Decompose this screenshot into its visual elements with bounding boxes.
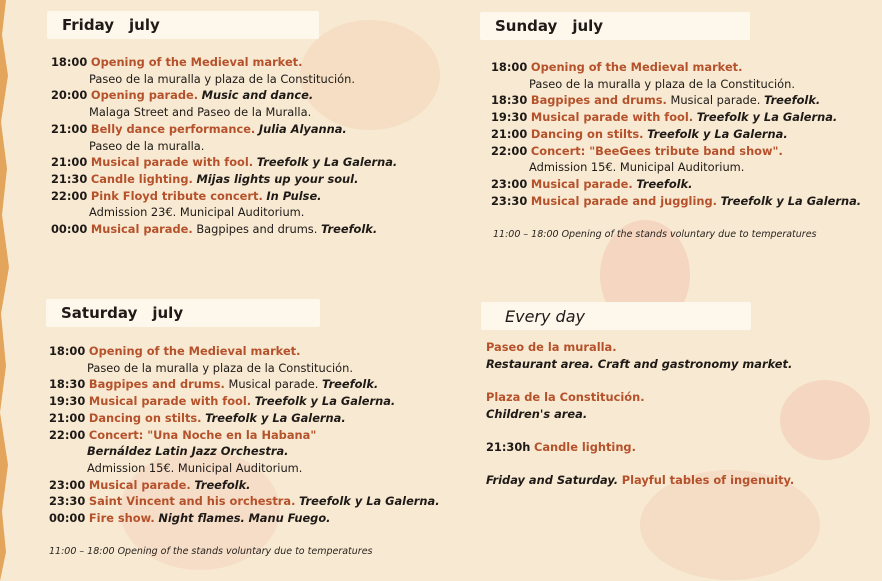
stands-note: 11:00 – 18:00 Opening of the stands voluntary due to temperatures <box>493 229 817 240</box>
month-name: july <box>129 16 160 34</box>
everyday-item <box>486 472 794 489</box>
event-performer: Treefolk. <box>321 222 378 237</box>
saturday-schedule <box>49 343 440 527</box>
everyday-title: Every day <box>505 306 585 326</box>
schedule-row <box>51 54 397 71</box>
event-title: Pink Floyd tribute concert. <box>90 188 263 203</box>
schedule-row <box>49 343 440 360</box>
schedule-row <box>51 121 397 138</box>
event-time: 18:00 <box>51 55 88 69</box>
event-time: 22:00 <box>491 143 528 158</box>
event-time: 00:00 <box>49 511 86 526</box>
event-performer: Treefolk y La Galerna. <box>256 155 398 170</box>
event-title: Bagpipes and drums. <box>88 377 225 392</box>
stands-note: 11:00 – 18:00 Opening of the stands voluntary due to temperatures <box>49 546 373 557</box>
event-time: 00:00 <box>51 222 88 237</box>
schedule-row <box>51 221 397 238</box>
day-name: Sunday <box>495 17 558 35</box>
row-detail: Paseo de la muralla y plaza de la Constitución. <box>529 76 795 91</box>
schedule-row <box>491 193 861 210</box>
event-title: Musical parade. <box>90 222 193 237</box>
schedule-row <box>49 410 440 427</box>
row-detail: Bernáldez Latin Jazz Orchestra. <box>87 444 289 459</box>
event-time: 21:00 <box>491 126 528 141</box>
event-time: 20:00 <box>51 88 88 103</box>
event-time: 23:00 <box>491 176 528 191</box>
event-performer: Manu Fuego. <box>248 511 331 526</box>
event-title: Musical parade. <box>530 176 633 191</box>
schedule-row <box>491 126 861 143</box>
sunday-header <box>480 12 750 40</box>
event-time: 19:30 <box>491 110 528 125</box>
day-name: Friday <box>62 16 115 34</box>
month-name: july <box>572 17 604 35</box>
event-performer: Treefolk y La Galerna. <box>205 410 346 425</box>
schedule-row <box>49 443 440 460</box>
event-detail: Musical parade. <box>670 93 761 108</box>
month-name: july <box>152 304 184 322</box>
row-detail: Admission 15€. Municipal Auditorium. <box>529 160 745 175</box>
event-detail: Night flames. <box>158 511 245 526</box>
event-time: 21:00 <box>51 121 88 136</box>
item-place: Candle lighting. <box>534 440 636 454</box>
schedule-row <box>49 477 440 494</box>
schedule-row <box>49 360 440 377</box>
schedule-row <box>491 143 861 160</box>
schedule-row <box>51 138 397 155</box>
row-detail: Admission 23€. Municipal Auditorium. <box>89 205 305 220</box>
event-performer: Mijas lights up your soul. <box>196 171 359 186</box>
schedule-row <box>491 176 861 193</box>
flower-decoration <box>780 380 870 460</box>
day-name: Saturday <box>61 304 138 322</box>
friday-schedule <box>51 54 397 238</box>
event-title: Concert: "Una Noche en la Habana" <box>88 427 317 442</box>
schedule-row <box>49 393 440 410</box>
event-performer: Music and dance. <box>201 88 314 103</box>
event-time: 21:00 <box>49 410 86 425</box>
event-performer: Treefolk. <box>322 377 379 392</box>
event-title: Candle lighting. <box>90 171 193 186</box>
event-title: Musical parade with fool. <box>90 155 254 170</box>
event-time: 19:30 <box>49 394 86 409</box>
event-title: Opening of the Medieval market. <box>530 60 743 74</box>
row-detail: Paseo de la muralla y plaza de la Constitución. <box>89 71 355 86</box>
event-time: 21:00 <box>51 155 88 170</box>
torn-edge-decoration <box>0 0 14 581</box>
event-title: Musical parade with fool. <box>88 394 252 409</box>
schedule-row <box>49 493 440 510</box>
schedule-row <box>51 87 397 104</box>
everyday-item <box>486 439 636 456</box>
schedule-row <box>491 76 861 93</box>
item-desc: Children's area. <box>486 406 588 421</box>
schedule-row <box>51 204 397 221</box>
schedule-row <box>51 188 397 205</box>
row-detail: Paseo de la muralla. <box>89 138 205 153</box>
event-performer: Treefolk y La Galerna. <box>696 110 838 125</box>
event-performer: Treefolk. <box>636 176 693 191</box>
event-title: Bagpipes and drums. <box>530 93 667 108</box>
event-detail: Bagpipes and drums. <box>196 222 318 237</box>
schedule-row <box>491 59 861 76</box>
schedule-row <box>49 460 440 477</box>
event-performer: Treefolk. <box>194 477 251 492</box>
friday-header <box>47 11 319 39</box>
event-time: 23:00 <box>49 477 86 492</box>
event-title: Dancing on stilts. <box>88 410 202 425</box>
event-title: Opening of the Medieval market. <box>88 344 301 358</box>
event-title: Concert: "BeeGees tribute band show". <box>530 143 783 158</box>
event-performer: Treefolk. <box>764 93 821 108</box>
everyday-item <box>486 339 792 372</box>
event-time: 22:00 <box>51 188 88 203</box>
sunday-schedule <box>491 59 861 209</box>
item-place: Plaza de la Constitución. <box>486 390 645 404</box>
item-place: Playful tables of ingenuity. <box>621 473 795 487</box>
event-time: 23:30 <box>491 193 528 208</box>
event-title: Musical parade with fool. <box>530 110 694 125</box>
row-detail: Admission 15€. Municipal Auditorium. <box>87 460 303 475</box>
schedule-row <box>51 71 397 88</box>
schedule-row <box>49 427 440 444</box>
event-title: Opening of the Medieval market. <box>90 55 303 69</box>
event-title: Fire show. <box>88 511 155 526</box>
event-time: 22:00 <box>49 427 86 442</box>
item-lead: Friday and Saturday. <box>486 473 619 487</box>
event-title: Belly dance performance. <box>90 121 256 136</box>
event-detail: Musical parade. <box>228 377 319 392</box>
event-time: 18:30 <box>49 377 86 392</box>
event-time: 18:30 <box>491 93 528 108</box>
event-performer: Treefolk y La Galerna. <box>647 126 788 141</box>
event-title: Musical parade. <box>88 477 191 492</box>
item-desc: Restaurant area. Craft and gastronomy market. <box>486 356 793 371</box>
event-time: 21:30 <box>51 171 88 186</box>
schedule-row <box>51 154 397 171</box>
event-performer: Treefolk y La Galerna. <box>299 494 440 509</box>
event-time: 23:30 <box>49 494 86 509</box>
event-title: Musical parade and juggling. <box>530 193 717 208</box>
everyday-header <box>481 302 751 330</box>
schedule-row <box>51 104 397 121</box>
schedule-row <box>49 510 440 527</box>
event-time: 18:00 <box>49 344 86 358</box>
event-performer: Treefolk y La Galerna. <box>254 394 396 409</box>
schedule-row <box>491 92 861 109</box>
row-detail: Malaga Street and Paseo de la Muralla. <box>89 105 312 120</box>
event-title: Opening parade. <box>90 88 199 103</box>
schedule-row <box>51 171 397 188</box>
event-performer: In Pulse. <box>266 188 322 203</box>
schedule-row <box>49 376 440 393</box>
saturday-header <box>46 299 320 327</box>
event-performer: Julia Alyanna. <box>258 121 347 136</box>
row-detail: Paseo de la muralla y plaza de la Constitución. <box>87 360 353 375</box>
schedule-row <box>491 109 861 126</box>
item-place: Paseo de la muralla. <box>486 340 617 354</box>
event-time: 18:00 <box>491 60 528 74</box>
item-time: 21:30h <box>486 440 531 454</box>
schedule-row <box>491 159 861 176</box>
event-title: Dancing on stilts. <box>530 126 644 141</box>
event-title: Saint Vincent and his orchestra. <box>88 494 296 509</box>
everyday-item <box>486 389 645 422</box>
event-performer: Treefolk y La Galerna. <box>720 193 862 208</box>
